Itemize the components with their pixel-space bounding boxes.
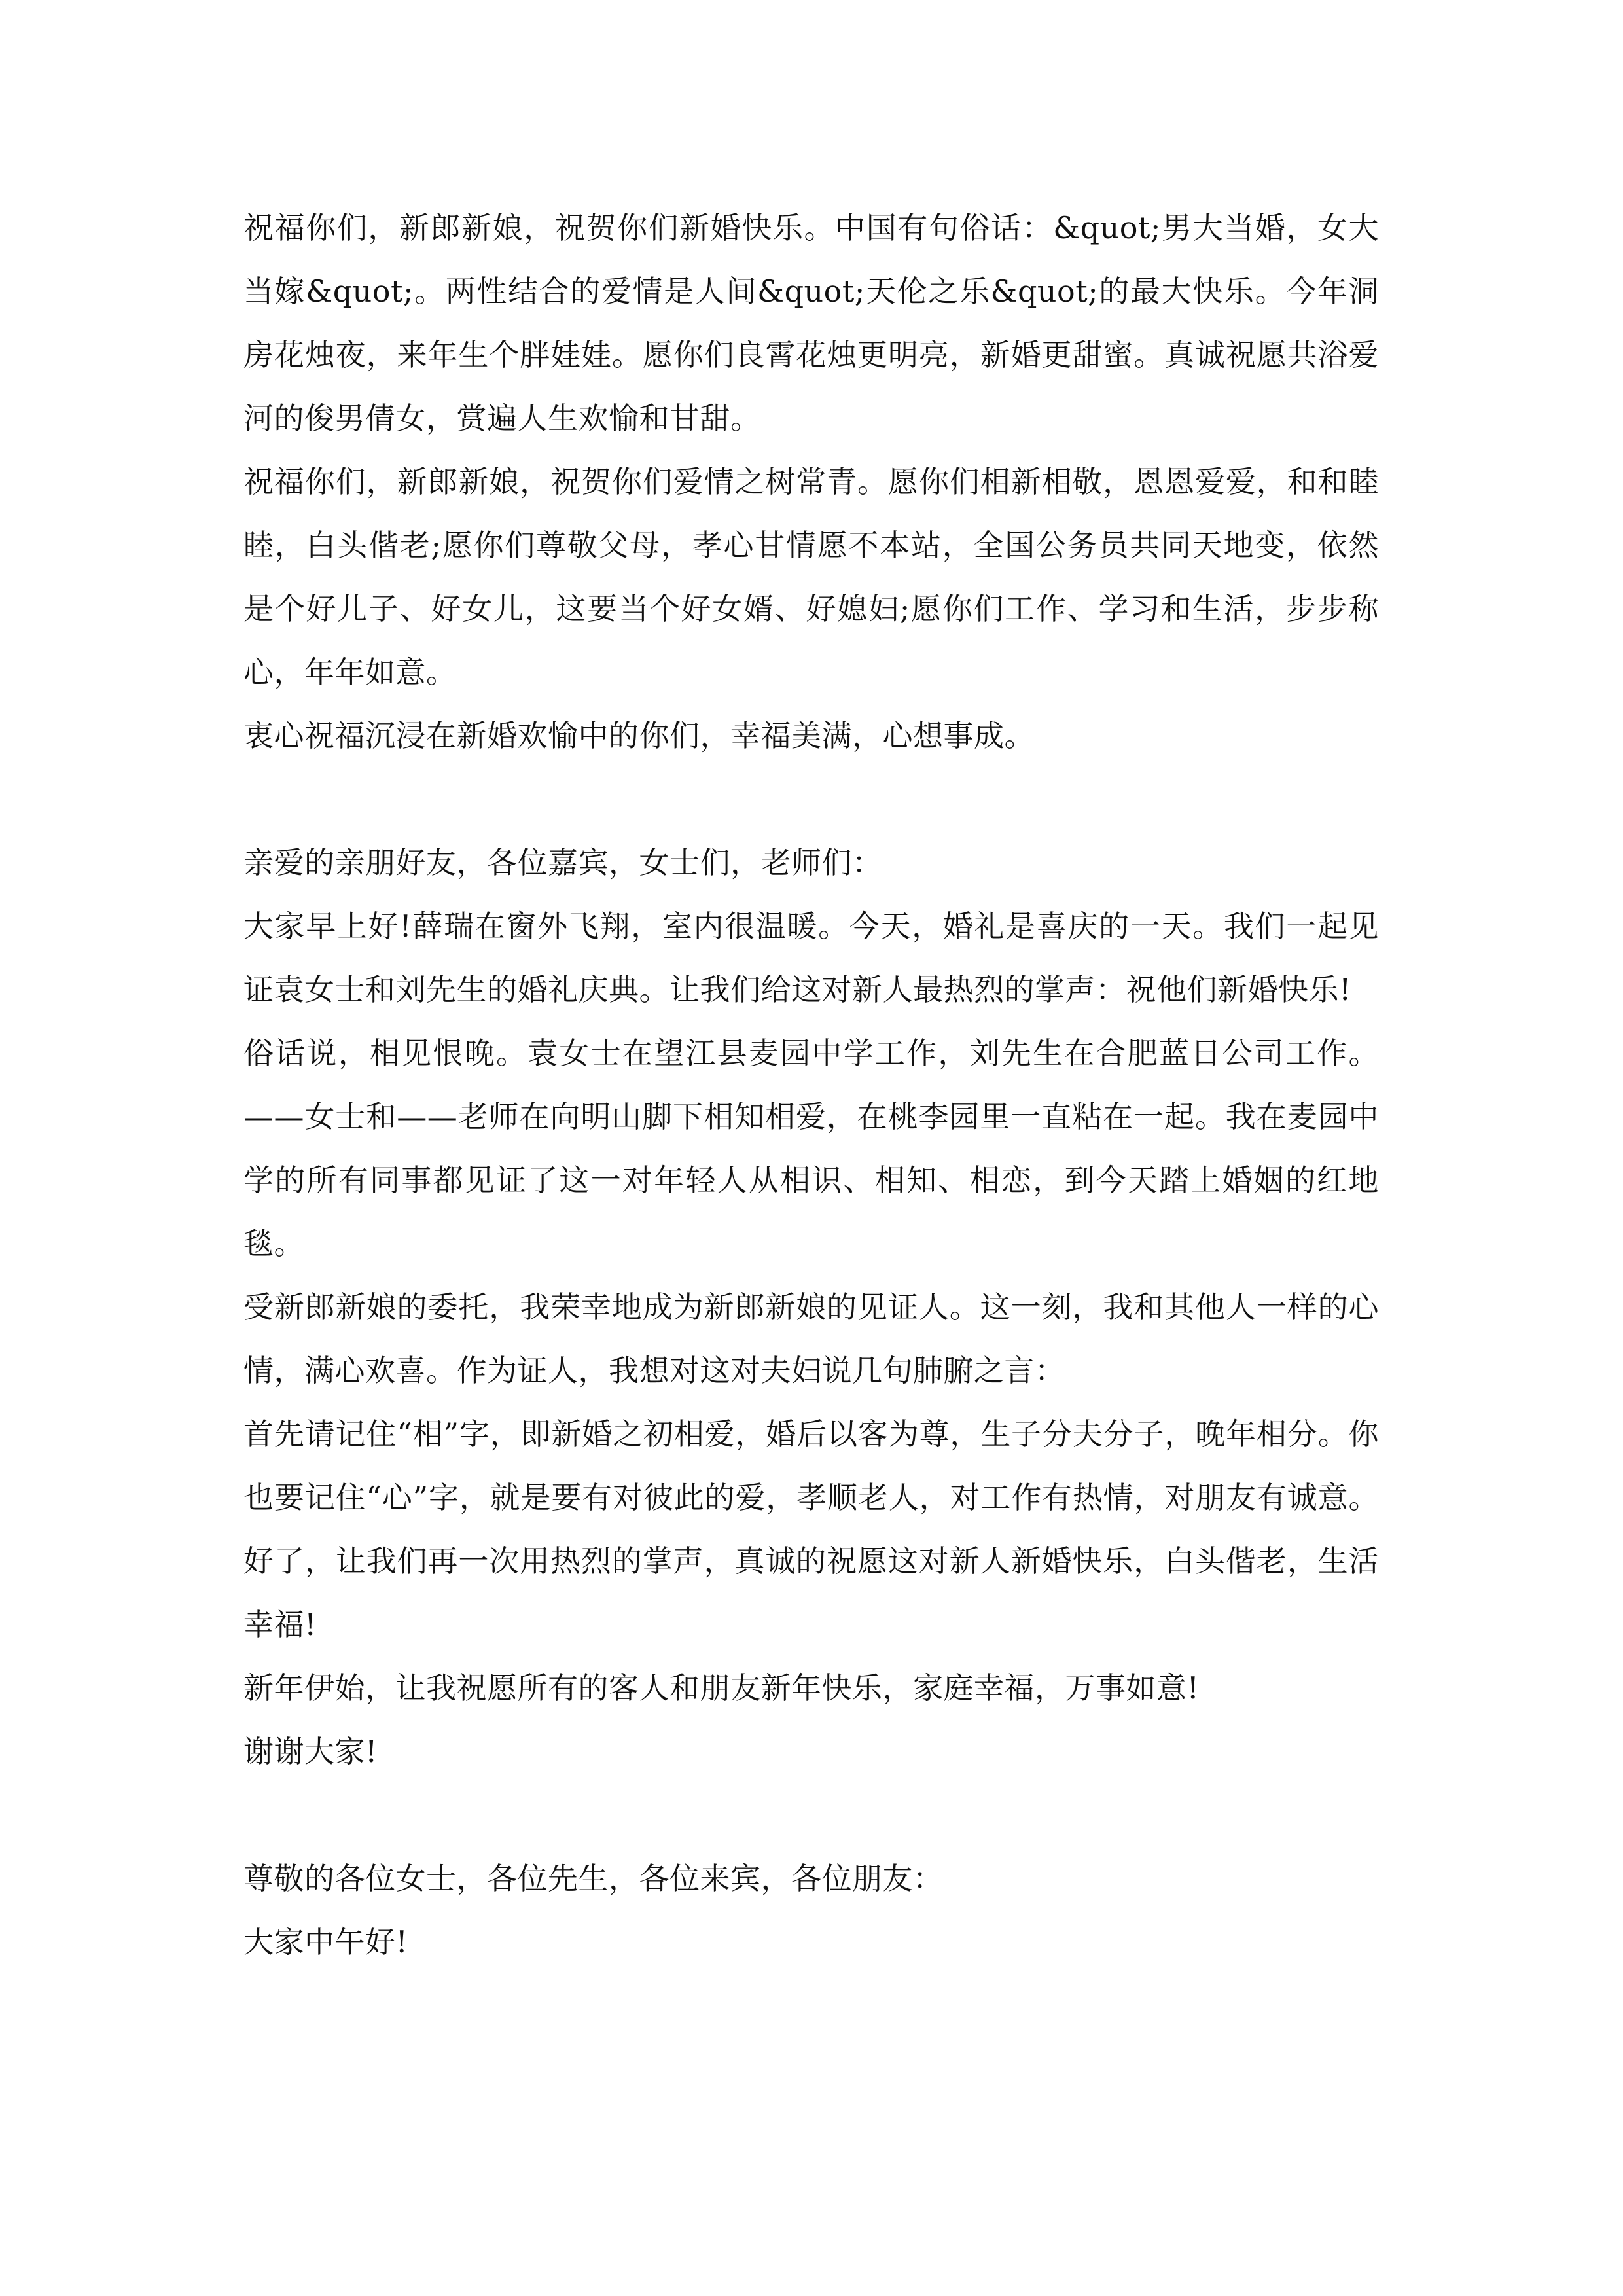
paragraph: 大家早上好!薛瑞在窗外飞翔，室内很温暖。今天，婚礼是喜庆的一天。我们一起见证袁女士和刘先生的婚礼庆典。让我们给这对新人最热烈的掌声：祝他们新婚快乐!	[243, 908, 1379, 1007]
paragraph: 俗话说，相见恨晚。袁女士在望江县麦园中学工作，刘先生在合肥蓝日公司工作。——女士和——老师在向明山脚下相知相爱，在桃李园里一直粘在一起。我在麦园中学的所有同事都见证了这一对年轻人从相识、相知、相恋，到今天踏上婚姻的红地毯。	[243, 1035, 1379, 1261]
paragraph: 大家中午好!	[243, 1924, 408, 1960]
section-gap	[243, 1784, 1379, 1847]
document-body	[243, 196, 1379, 1974]
paragraph: 首先请记住“相”字，即新婚之初相爱，婚后以客为尊，生子分夫分子，晚年相分。你也要记住“心”字，就是要有对彼此的爱，孝顺老人，对工作有热情，对朋友有诚意。好了，让我们再一次用热烈的掌声，真诚的祝愿这对新人新婚快乐，白头偕老，生活幸福!	[243, 1416, 1379, 1642]
paragraph: 衷心祝福沉浸在新婚欢愉中的你们，幸福美满，心想事成。	[243, 718, 1035, 753]
paragraph: 尊敬的各位女士，各位先生，各位来宾，各位朋友：	[243, 1861, 944, 1896]
paragraph: 受新郎新娘的委托，我荣幸地成为新郎新娘的见证人。这一刻，我和其他人一样的心情，满心欢喜。作为证人，我想对这对夫妇说几句肺腑之言：	[243, 1289, 1379, 1388]
paragraph: 祝福你们，新郎新娘，祝贺你们新婚快乐。中国有句俗话：&quot;男大当婚，女大当嫁&quot;。两性结合的爱情是人间&quot;天伦之乐&quot;的最大快乐。今年洞房花烛夜，来年生个胖娃娃。愿你们良霄花烛更明亮，新婚更甜蜜。真诚祝愿共浴爱河的俊男倩女，赏遍人生欢愉和甘甜。	[243, 210, 1379, 436]
paragraph: 新年伊始，让我祝愿所有的客人和朋友新年快乐，家庭幸福，万事如意!	[243, 1670, 1200, 1706]
paragraph: 祝福你们，新郎新娘，祝贺你们爱情之树常青。愿你们相新相敬，恩恩爱爱，和和睦睦，白头偕老;愿你们尊敬父母，孝心甘情愿不本站，全国公务员共同天地变，依然是个好儿子、好女儿，这要当个好女婿、好媳妇;愿你们工作、学习和生活，步步称心，年年如意。	[243, 464, 1379, 690]
paragraph: 谢谢大家!	[243, 1734, 378, 1769]
paragraph: 亲爱的亲朋好友，各位嘉宾，女士们，老师们：	[243, 845, 883, 880]
section-gap	[243, 768, 1379, 831]
